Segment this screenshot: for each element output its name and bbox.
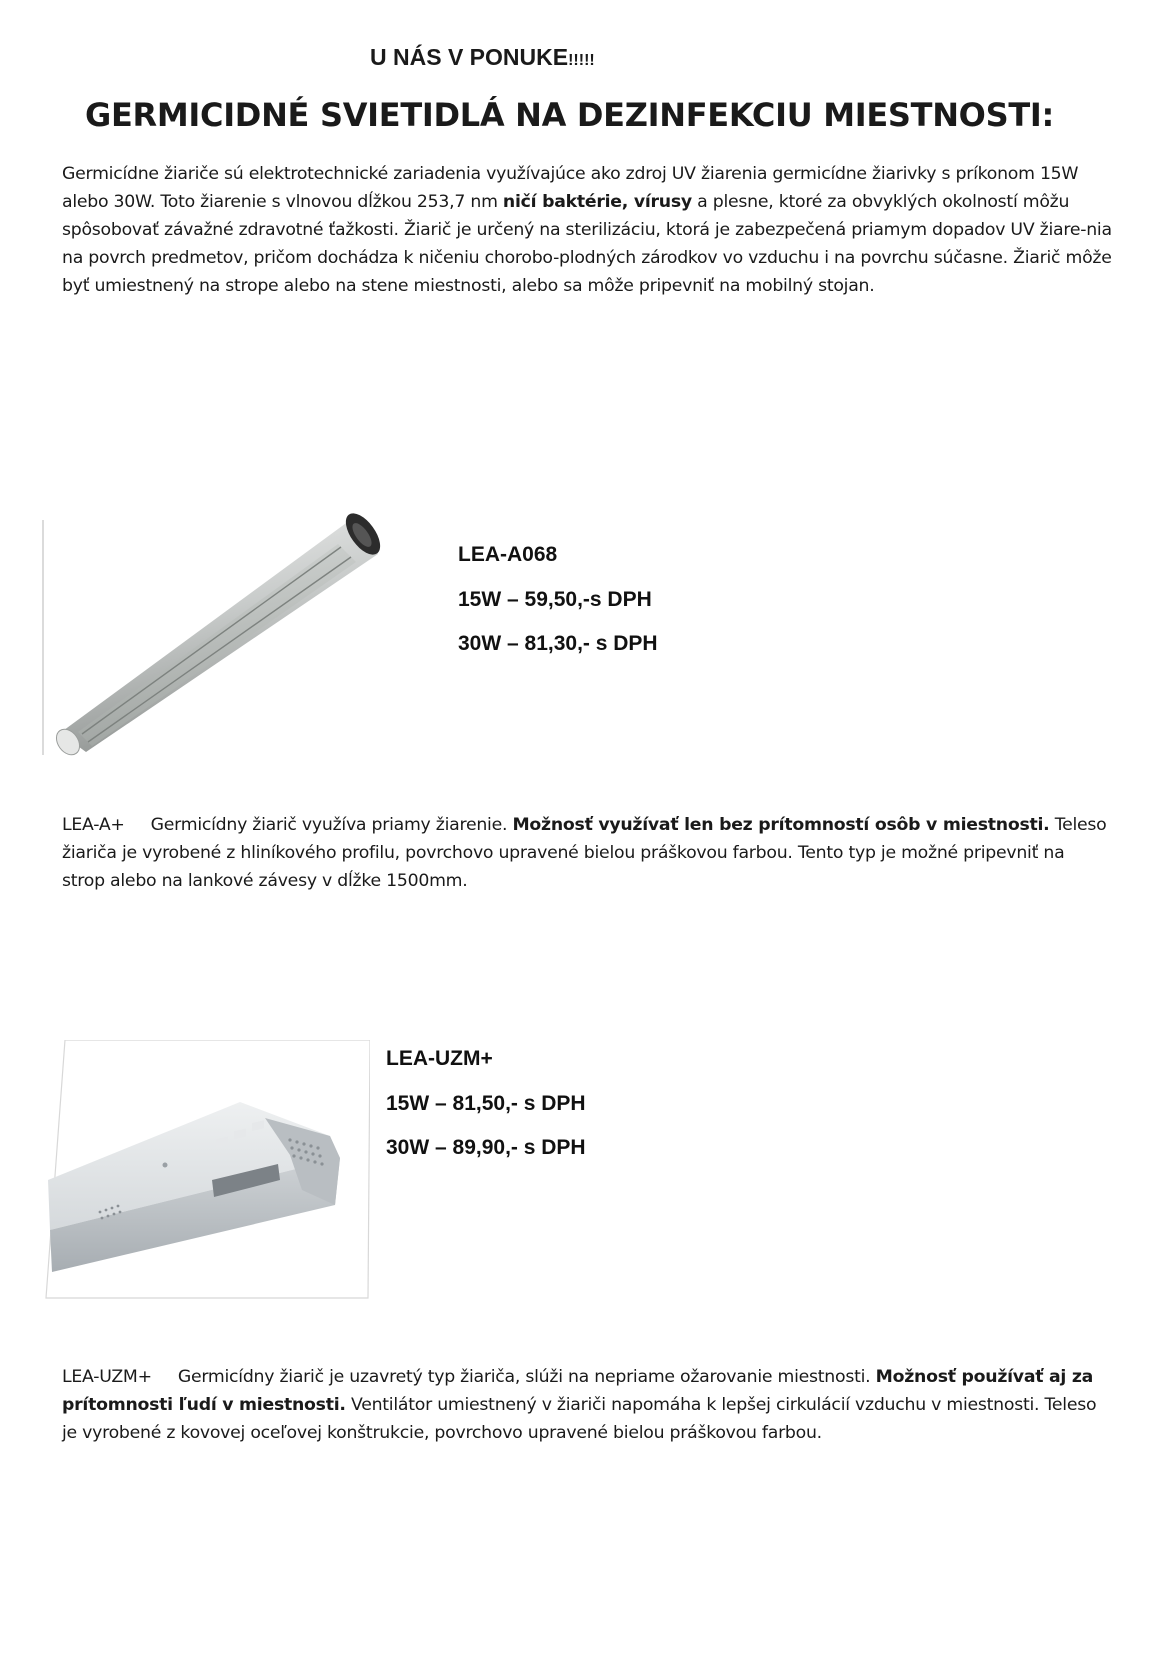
lea-uzm-description — [62, 1363, 1112, 1447]
lea-uzm-code: LEA-UZM+ — [62, 1367, 152, 1387]
intro-bold-text: ničí baktérie, vírusy — [502, 192, 692, 212]
intro-text-1: Germicídne žiariče sú elektrotechnické zariadenia využívajúce ako zdroj UV žiarenia germicídne žiarivky s príkonom 15W alebo 30W. Toto žiarenie s vlnovou dĺžkou 253,7 nm — [62, 164, 1079, 212]
tube-inner — [78, 544, 356, 746]
lea-a068-specs — [458, 533, 658, 667]
lea-uzm-specs — [386, 1037, 586, 1171]
tube-line — [88, 557, 351, 742]
lea-uzm-price-15w: 15W – 81,50,- s DPH — [386, 1091, 586, 1115]
tube-line — [82, 547, 341, 734]
intro-text-2: a plesne, ktoré za obvyklých okolností môžu spôsobovať závažné zdravotné ťažkosti. Žiarič je určený na sterilizáciu, ktorá je zabezpečená priamym dopadov UV žiare-nia na povrch predmetov, pričom dochádza k ničeniu chorobo-plodných zárodkov vo vzduchu i na povrchu súčasne. Žiarič môže byť umiestnený na strope alebo na stene miestnosti, alebo sa môže pripevniť na mobilný stojan. — [62, 192, 1112, 296]
lea-a-text-1: Germicídny žiarič využíva priamy žiarenie. — [150, 815, 513, 835]
lea-a-text-2: Teleso žiariča je vyrobené z hliníkového profilu, povrchovo upravené bielou práškovou farbou. Tento typ je možné pripevniť na strop alebo na lankové závesy v dĺžke 1500mm. — [62, 815, 1107, 891]
lea-a068-price-30w: 30W – 81,30,- s DPH — [458, 632, 658, 655]
unit-screw — [163, 1163, 168, 1168]
lea-a068-price-15w: 15W – 59,50,-s DPH — [458, 587, 652, 611]
lea-a068-product-image — [38, 510, 398, 758]
page-title: GERMICIDNÉ SVIETIDLÁ NA DEZINFEKCIU MIESTNOSTI: — [85, 96, 1054, 134]
offer-heading-exclaim: !!!!! — [568, 52, 595, 69]
lea-a-description — [62, 811, 1112, 895]
offer-heading-text: U NÁS V PONUKE — [370, 44, 569, 70]
lea-uzm-name: LEA-UZM+ — [386, 1047, 493, 1070]
lea-a-code: LEA-A+ — [62, 815, 125, 835]
lea-uzm-product-image — [40, 1040, 370, 1302]
lea-a068-name: LEA-A068 — [458, 543, 558, 566]
intro-paragraph — [62, 160, 1112, 300]
offer-heading — [370, 44, 595, 71]
lea-a-bold-text: Možnosť využívať len bez prítomností osôb v miestnosti. — [512, 815, 1050, 835]
lea-uzm-text-2: Ventilátor umiestnený v žiariči napomáha k lepšej cirkulácií vzduchu v miestnosti. Teleso je vyrobené z kovovej oceľovej konštrukcie, povrchovo upravené bielou práškovou farbou. — [62, 1395, 1097, 1443]
lea-uzm-text-1: Germicídny žiarič je uzavretý typ žiariča, slúži na nepriame ožarovanie miestnosti. — [177, 1367, 876, 1387]
lea-uzm-price-30w: 30W – 89,90,- s DPH — [386, 1136, 586, 1159]
lea-uzm-bold-text: Možnosť používať aj za prítomnosti ľudí v miestnosti. — [62, 1367, 1094, 1415]
